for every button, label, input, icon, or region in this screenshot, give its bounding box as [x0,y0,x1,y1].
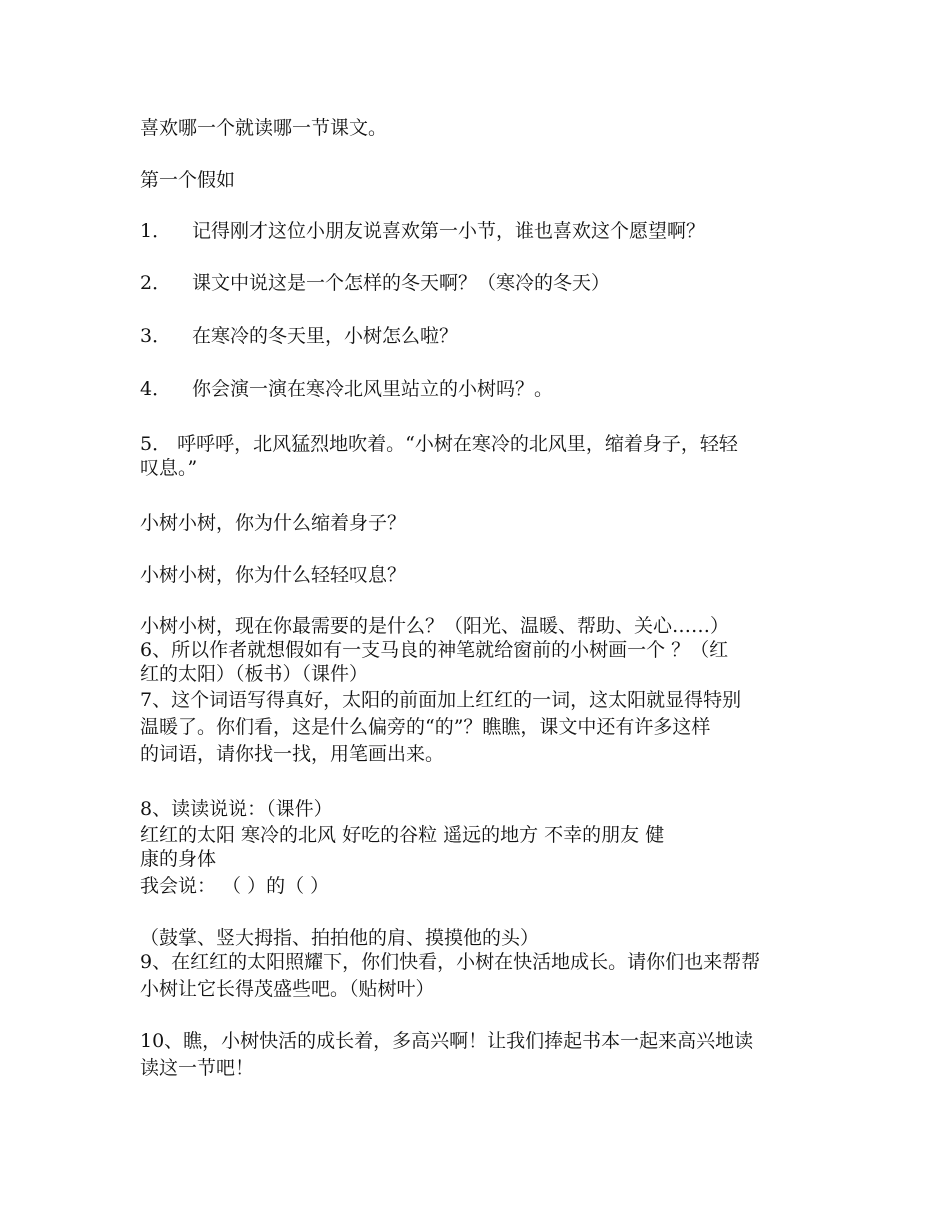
item-10-line-1: 10、瞧，小树快活的成长着，多高兴啊！让我们捧起书本一起来高兴地读 [140,1030,754,1052]
dialogue-line-3: 小树小树，现在你最需要的是什么？（阳光、温暖、帮助、关心……） [140,615,730,637]
question-1-number: 1． [140,220,172,242]
question-4-number: 4． [140,378,172,400]
item-7-line-3: 的词语，请你找一找，用笔画出来。 [140,743,445,765]
item-9-line-1: 9、在红红的太阳照耀下，你们快看，小树在快活地成长。请你们也来帮帮 [140,951,761,973]
item-10-line-2: 读这一节吧！ [140,1057,255,1079]
question-2 [140,271,810,295]
item-8-heading: 8、读读说说：（课件） [140,798,333,820]
encouragement-line: （鼓掌、竖大拇指、拍拍他的肩、摸摸他的头） [140,927,540,949]
item-6-line-1: 6、所以作者就想假如有一支马良的神笔就给窗前的小树画一个 ？（红 [140,639,729,661]
question-5-line-2: 叹息。” [140,457,198,479]
question-3-number: 3． [140,325,172,347]
section-heading: 第一个假如 [140,169,236,191]
phrase-list-line-2: 康的身体 [140,848,217,870]
dialogue-line-1: 小树小树，你为什么缩着身子？ [140,512,407,534]
question-2-number: 2． [140,272,172,294]
question-1 [140,219,810,243]
phrase-list-line-1: 红红的太阳 寒冷的北风 好吃的谷粒 遥远的地方 不幸的朋友 健 [140,824,665,846]
sentence-frame: 我会说： （ ）的（ ） [140,875,330,897]
question-3 [140,324,810,348]
question-5-line-1: 5． 呼呼呼，北风猛烈地吹着。“小树在寒冷的北风里，缩着身子，轻轻 [140,433,738,455]
question-4-text: 你会演一演在寒冷北风里站立的小树吗？。 [192,378,554,400]
dialogue-line-2: 小树小树，你为什么轻轻叹息？ [140,564,407,586]
question-4 [140,377,810,401]
item-9-line-2: 小树让它长得茂盛些吧。（贴树叶） [140,978,435,1000]
item-7-line-1: 7、这个词语写得真好，太阳的前面加上红红的一词，这太阳就显得特别 [140,689,742,711]
item-7-line-2: 温暖了。你们看，这是什么偏旁的“的”？瞧瞧，课文中还有许多这样 [140,716,711,738]
intro-line: 喜欢哪一个就读哪一节课文。 [140,117,388,139]
item-6-line-2: 红的太阳）（板书）（课件） [140,663,369,685]
question-2-text: 课文中说这是一个怎样的冬天啊？（寒冷的冬天） [192,272,611,294]
question-3-text: 在寒冷的冬天里，小树怎么啦？ [192,325,459,347]
question-1-text: 记得刚才这位小朋友说喜欢第一小节，谁也喜欢这个愿望啊？ [192,220,706,242]
